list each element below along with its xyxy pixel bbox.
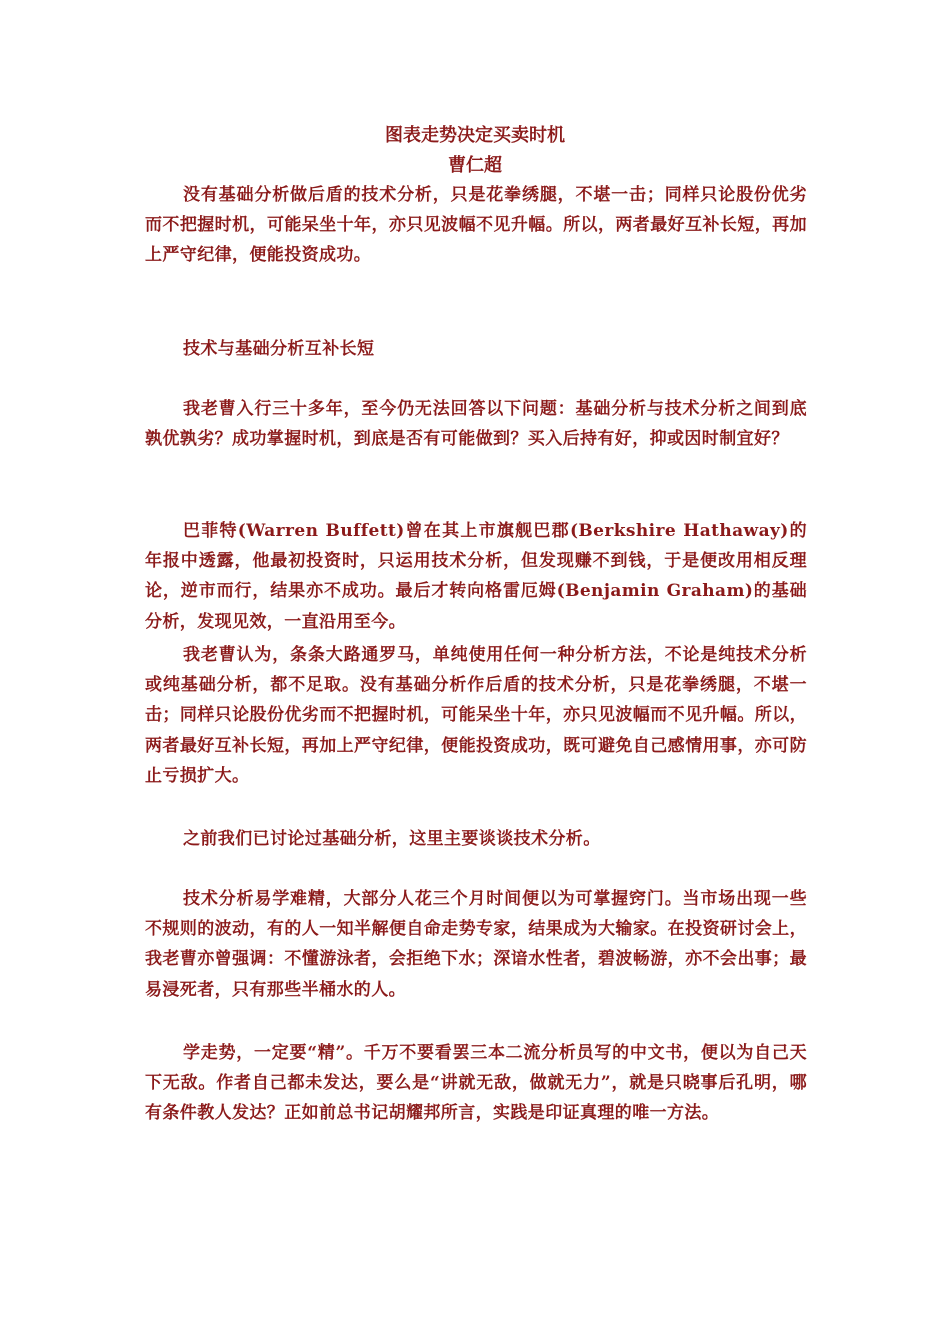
section-heading: 技术与基础分析互补长短 [183, 339, 375, 359]
body-paragraph: 之前我们已讨论过基础分析，这里主要谈谈技术分析。 [183, 829, 601, 849]
body-paragraph: 我老曹认为，条条大路通罗马，单纯使用任何一种分析方法，不论是纯技术分析或纯基础分析，都不足取。没有基础分析作后盾的技术分析，只是花拳绣腿，不堪一击；同样只论股份优劣而不把握时机，可能呆坐十年，亦只见波幅而不见升幅。所以，两者最好互补长短，再加上严守纪律，便能投资成功，既可避免自己感情用事，亦可防止亏损扩大。 [145, 645, 807, 786]
body-paragraph: 我老曹入行三十多年，至今仍无法回答以下问题：基础分析与技术分析之间到底孰优孰劣？成功掌握时机，到底是否有可能做到？买入后持有好，抑或因时制宜好？ [145, 399, 807, 450]
body-paragraph: 学走势，一定要“精”。千万不要看罢三本二流分析员写的中文书，便以为自己天下无敌。作者自己都未发达，要么是“讲就无敌，做就无力”，就是只晓事后孔明，哪有条件教人发达？正如前总书记胡耀邦所言，实践是印证真理的唯一方法。 [145, 1043, 807, 1124]
intro-paragraph: 没有基础分析做后盾的技术分析，只是花拳绣腿，不堪一击；同样只论股份优劣而不把握时机，可能呆坐十年，亦只见波幅不见升幅。所以，两者最好互补长短，再加上严守纪律，便能投资成功。 [145, 185, 807, 266]
document-author: 曹仁超 [448, 155, 502, 176]
document-title: 图表走势决定买卖时机 [385, 125, 565, 146]
body-paragraph: 巴菲特(Warren Buffett)曾在其上市旗舰巴郡(Berkshire Hathaway)的年报中透露，他最初投资时，只运用技术分析，但发现赚不到钱，于是便改用相反理论，逆市而行，结果亦不成功。最后才转向格雷厄姆(Benjamin Graham)的基础分析，发现见效，一直沿用至今。 [145, 521, 807, 632]
body-paragraph: 技术分析易学难精，大部分人花三个月时间便以为可掌握窍门。当市场出现一些不规则的波动，有的人一知半解便自命走势专家，结果成为大输家。在投资研讨会上，我老曹亦曾强调：不懂游泳者，会拒绝下水；深谙水性者，碧波畅游，亦不会出事；最易浸死者，只有那些半桶水的人。 [145, 889, 807, 1000]
